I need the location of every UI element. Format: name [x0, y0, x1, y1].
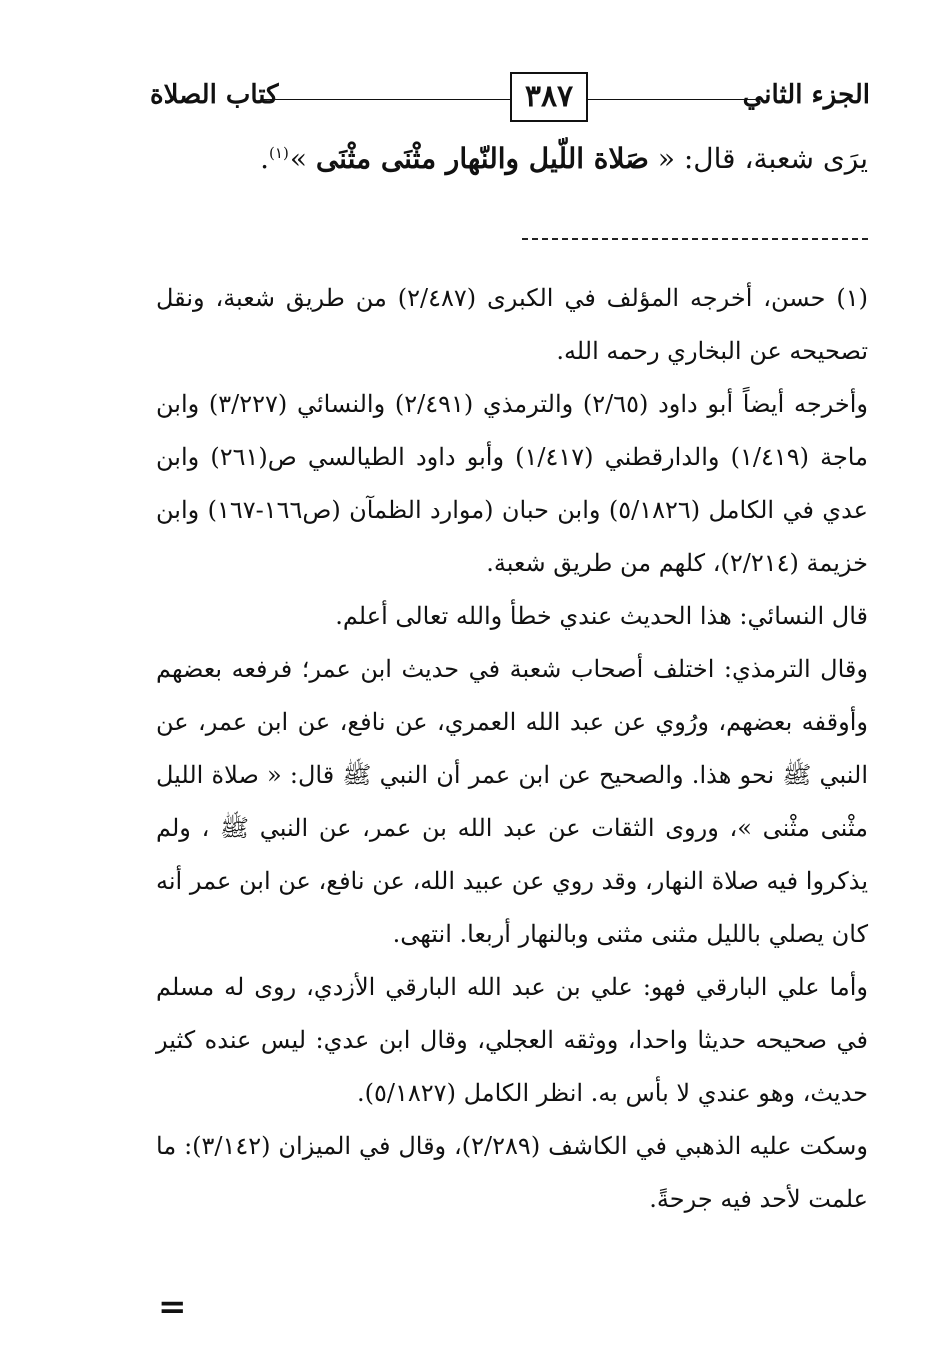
footnote-paragraph: (١) حسن، أخرجه المؤلف في الكبرى (٢/٤٨٧) من طريق شعبة، ونقل تصحيحه عن البخاري رحمه الله. — [156, 284, 868, 365]
page-number: ٣٨٧ — [510, 72, 588, 122]
footnotes-section — [156, 272, 868, 1226]
footnote-paragraph: وأخرجه أيضاً أبو داود (٢/٦٥) والترمذي (٢/٤٩١) والنسائي (٣/٢٢٧) وابن ماجة (١/٤١٩) والدارقطني (١/٤١٧) وأبو داود الطيالسي ص(٢٦١) وابن عدي في الكامل (٥/١٨٢٦) وابن حبان (موارد الظمآن (ص١٦٦-١٦٧) وابن خزيمة (٢/٢١٤)، كلهم من طريق شعبة. — [156, 390, 869, 577]
footnote-reference: (١) — [269, 143, 289, 162]
page-header — [150, 72, 870, 126]
continuation-mark: = — [158, 1287, 187, 1327]
header-left-rule — [262, 99, 512, 100]
footnote-divider — [522, 238, 868, 240]
main-text-prefix: يرَى شعبة، قال: « — [648, 142, 868, 175]
footnote-paragraph: وسكت عليه الذهبي في الكاشف (٢/٢٨٩)، وقال في الميزان (٣/١٤٢): ما علمت لأحد فيه جرحةً. — [156, 1132, 868, 1213]
main-text-line — [150, 140, 868, 178]
quote-close: » — [289, 142, 316, 175]
footnote-paragraph: وأما علي البارقي فهو: علي بن عبد الله البارقي الأزدي، روى له مسلم في صحيحه حديثا واحدا، ووثقه العجلي، وقال ابن عدي: ليس عنده كثير حديث، وهو عندي لا بأس به. انظر الكامل (٥/١٨٢٧). — [156, 973, 868, 1107]
sentence-end: . — [260, 142, 270, 175]
footnote-paragraph: وقال الترمذي: اختلف أصحاب شعبة في حديث ابن عمر؛ فرفعه بعضهم وأوقفه بعضهم، ورُوي عن عبد الله العمري، عن نافع، عن ابن عمر، عن النبي ﷺ نحو هذا. والصحيح عن ابن عمر أن النبي ﷺ قال: « صلاة الليل مثْنى مثْنى »، وروى الثقات عن عبد الله بن عمر، عن النبي ﷺ ، ولم يذكروا فيه صلاة النهار، وقد روي عن عبيد الله، عن نافع، عن ابن عمر أنه كان يصلي بالليل مثنى مثنى وبالنهار أربعا. انتهى. — [156, 655, 868, 948]
footnote-paragraph: قال النسائي: هذا الحديث عندي خطأ والله تعالى أعلم. — [335, 602, 868, 630]
chapter-title: كتاب الصلاة — [150, 80, 279, 110]
volume-title: الجزء الثاني — [742, 80, 870, 110]
hadith-quote: صَلاة اللّيل والنّهار مثْنَى مثْنَى — [315, 142, 649, 175]
